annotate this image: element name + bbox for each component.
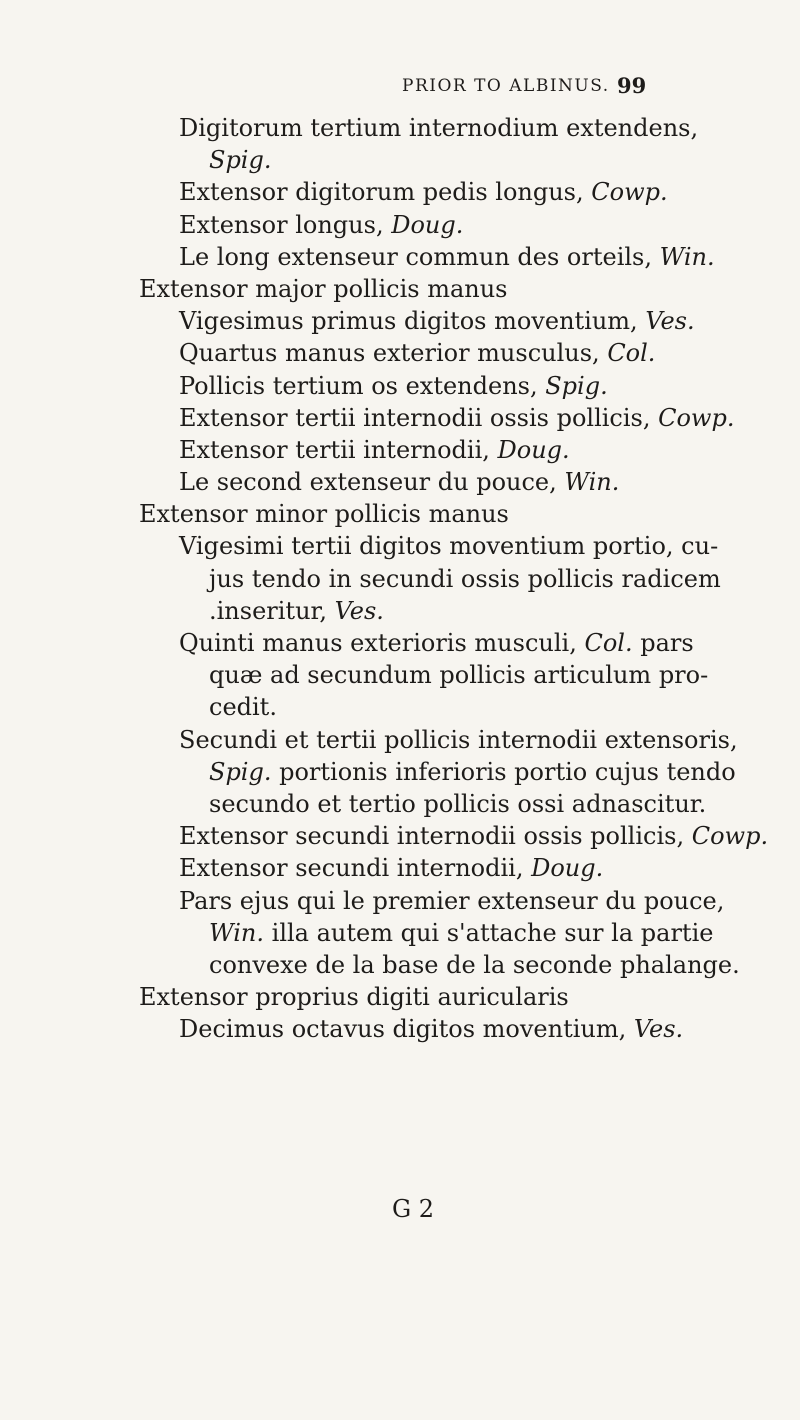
line-text: Pollicis tertium os extendens, [179, 371, 546, 400]
author-abbreviation: Doug. [391, 210, 464, 239]
author-abbreviation: Spig. [545, 371, 608, 400]
author-abbreviation: Cowp. [591, 178, 668, 207]
text-line [0, 241, 800, 273]
text-line [0, 724, 800, 756]
text-line [0, 885, 800, 917]
author-abbreviation: Win. [564, 468, 620, 497]
line-text: Extensor longus, [179, 210, 392, 239]
signature-mark: G 2 [392, 1195, 435, 1223]
author-abbreviation: Col. [607, 339, 656, 368]
text-line [0, 530, 800, 562]
line-text-continued: pars [632, 629, 694, 657]
text-line [0, 1013, 800, 1045]
line-text: secundo et tertio pollicis ossi adnascitur. [209, 789, 707, 818]
text-line [0, 949, 800, 981]
text-line [0, 370, 800, 402]
line-text: convexe de la base de la seconde phalange. [209, 950, 740, 979]
text-line [0, 498, 800, 530]
author-abbreviation: Ves. [633, 1015, 684, 1044]
line-text: Pars ejus qui le premier extenseur du pouce, [179, 886, 725, 915]
line-text: .inseritur, [209, 596, 335, 625]
text-line [0, 209, 800, 241]
text-line [0, 756, 800, 788]
line-text: Le second extenseur du pouce, [179, 468, 565, 497]
author-abbreviation: Doug. [531, 854, 604, 883]
text-line [0, 337, 800, 369]
text-line [0, 273, 800, 305]
text-line [0, 917, 800, 949]
line-text: Extensor secundi internodii, [179, 854, 532, 883]
text-line [0, 852, 800, 884]
line-text: Quartus manus exterior musculus, [179, 339, 608, 368]
text-line [0, 627, 800, 659]
text-line [0, 659, 800, 691]
line-text-continued: illa autem qui s'attache sur la partie [264, 918, 714, 947]
text-line [0, 820, 800, 852]
line-text: jus tendo in secundi ossis pollicis radicem [209, 564, 721, 593]
author-abbreviation: Cowp. [658, 403, 735, 432]
line-text: Digitorum tertium internodium extendens, [179, 114, 699, 142]
text-line [0, 788, 800, 820]
text-line [0, 981, 800, 1013]
text-line [0, 176, 800, 208]
line-text: Extensor tertii internodii, [179, 435, 498, 464]
text-line [0, 563, 800, 595]
author-abbreviation: Doug. [497, 435, 570, 464]
line-text: quæ ad secundum pollicis articulum pro- [209, 661, 709, 690]
line-text: Extensor secundi internodii ossis pollicis, [179, 822, 692, 851]
author-abbreviation: Col. [584, 629, 633, 657]
text-line [0, 466, 800, 498]
body-text [0, 112, 800, 1045]
text-line [0, 402, 800, 434]
line-text: Secundi et tertii pollicis internodii extensoris, [179, 725, 738, 754]
author-abbreviation: Win. [659, 242, 715, 271]
line-text: Extensor digitorum pedis longus, [179, 178, 592, 207]
author-abbreviation: Win. [209, 918, 265, 947]
line-text: Le long extenseur commun des orteils, [179, 242, 660, 271]
line-text: Vigesimus primus digitos moventium, [179, 307, 646, 336]
line-text: Quinti manus exterioris musculi, [179, 629, 585, 657]
author-abbreviation: Ves. [334, 596, 384, 625]
line-text: Extensor minor pollicis manus [139, 500, 509, 529]
author-abbreviation: Ves. [645, 307, 695, 336]
author-abbreviation: Cowp. [691, 822, 769, 851]
line-text-continued: portionis inferioris portio cujus tendo [271, 757, 736, 786]
page-header [0, 70, 800, 110]
line-text: Extensor major pollicis manus [139, 274, 508, 303]
author-abbreviation: Spig. [209, 146, 272, 175]
text-line [0, 144, 800, 176]
author-abbreviation: Spig. [209, 757, 272, 786]
text-line [0, 595, 800, 627]
line-text: cedit. [209, 693, 277, 722]
line-text: Extensor tertii internodii ossis pollicis, [179, 403, 659, 432]
line-text: Decimus octavus digitos moventium, [179, 1015, 634, 1044]
text-line [0, 305, 800, 337]
text-line [0, 434, 800, 466]
line-text: Extensor proprius digiti auricularis [139, 983, 569, 1012]
page-number: 99 [617, 73, 647, 98]
running-head: PRIOR TO ALBINUS. [402, 76, 610, 96]
line-text: Vigesimi tertii digitos moventium portio, cu- [179, 532, 719, 561]
text-line [0, 112, 800, 144]
text-line [0, 691, 800, 723]
